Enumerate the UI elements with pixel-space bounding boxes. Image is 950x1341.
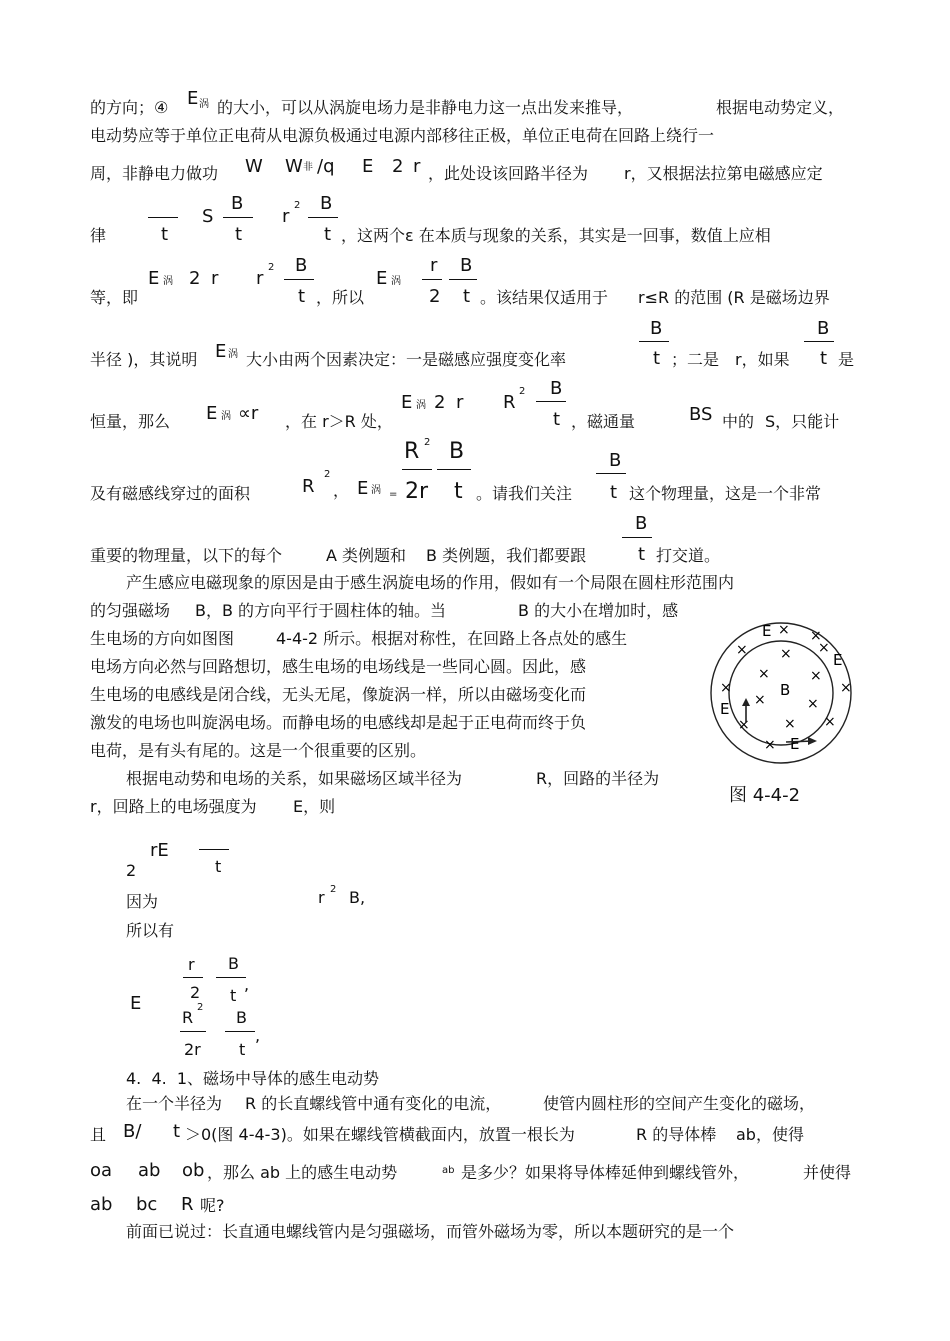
- text-run: BS: [689, 404, 713, 425]
- text-run: B: [320, 193, 333, 214]
- text-run: 2: [424, 437, 431, 448]
- text-run: B: [228, 954, 239, 973]
- cross-icon: ×: [738, 717, 750, 733]
- text-run: 2: [392, 156, 404, 177]
- text-run: 2: [434, 392, 446, 413]
- text-run: r: [188, 955, 195, 974]
- fraction-bar: [639, 341, 669, 342]
- text-run: t: [638, 544, 646, 565]
- cross-icon: ×: [807, 696, 819, 712]
- text-run: t: [173, 1121, 181, 1142]
- text-run: R 的导体棒: [636, 1125, 717, 1144]
- text-run: 激发的电场也叫旋涡电场。而静电场的电感线却是起于正电荷而终于负: [90, 713, 587, 732]
- cross-icon: ×: [818, 640, 830, 656]
- text-run: 重要的物理量，以下的每个: [90, 546, 283, 565]
- text-run: 大小由两个因素决定：一是磁感应强度变化率: [246, 350, 567, 369]
- text-run: 等，即: [90, 288, 139, 307]
- arrow-head-icon: [742, 698, 750, 706]
- text-run: r: [211, 268, 219, 289]
- text-run: 4. 4. 1、磁场中导体的感生电动势: [126, 1069, 380, 1088]
- text-run: 2r: [184, 1040, 201, 1059]
- fraction-bar: [422, 279, 442, 280]
- e-field-label: E: [762, 622, 772, 640]
- text-run: 涡: [391, 276, 401, 287]
- figure-4-4-2: [706, 618, 856, 782]
- text-run: E: [401, 392, 413, 413]
- fraction-bar: [183, 977, 203, 978]
- text-run: 前面已说过：长直通电螺线管内是匀强磁场，而管外磁场为零，所以本题研究的是一个: [126, 1222, 735, 1241]
- text-run: 电荷，是有头有尾的。这是一个很重要的区别。: [90, 741, 427, 760]
- text-run: 生电场的方向如图图: [90, 629, 235, 648]
- text-run: E，则: [293, 797, 336, 816]
- text-run: r: [318, 888, 325, 907]
- arrow-head-icon: [808, 737, 817, 745]
- text-run: r: [256, 268, 264, 289]
- text-run: W: [245, 156, 263, 177]
- text-run: A 类例题和: [326, 546, 407, 565]
- text-run: 2r: [405, 479, 429, 504]
- fraction-bar: [596, 473, 626, 474]
- text-run: 。请我们关注: [476, 484, 573, 503]
- text-run: 的大小，可以从涡旋电场力是非静电力这一点出发来推导，: [217, 98, 634, 117]
- text-run: 中的: [722, 412, 755, 431]
- text-run: 2: [294, 200, 301, 211]
- cross-icon: ×: [824, 714, 836, 730]
- b-field-label: B: [780, 681, 791, 699]
- text-run: 的匀强磁场: [90, 601, 171, 620]
- text-run: ab: [138, 1160, 161, 1181]
- text-run: ,: [255, 1026, 261, 1045]
- text-run: r: [456, 392, 464, 413]
- text-run: ，此处设该回路半径为: [428, 164, 589, 183]
- text-run: t: [463, 286, 471, 307]
- cross-icon: ×: [778, 622, 790, 638]
- text-run: R: [503, 392, 516, 413]
- fraction-bar: [223, 217, 253, 218]
- text-run: B: [817, 318, 830, 339]
- text-run: R，回路的半径为: [536, 769, 660, 788]
- cross-icon: ×: [764, 737, 776, 753]
- cross-icon: ×: [780, 646, 792, 662]
- text-run: 涡: [221, 411, 231, 422]
- text-run: 2: [268, 262, 275, 273]
- text-run: rE: [150, 840, 169, 861]
- text-run: R 的长直螺线管中通有变化的电流，: [245, 1094, 502, 1113]
- text-run: /q: [317, 156, 335, 177]
- text-run: 。该结果仅适用于: [480, 288, 609, 307]
- text-run: 的方向；④: [90, 98, 169, 117]
- text-run: ＞0(图 4-4-3)。如果在螺线管横截面内，放置一根长为: [185, 1125, 575, 1144]
- text-run: r: [430, 255, 438, 276]
- e-field-label: E: [833, 651, 843, 669]
- e-field-label: E: [720, 700, 730, 718]
- text-run: r: [282, 206, 290, 227]
- text-run: 产生感应电磁现象的原因是由于感生涡旋电场的作用，假如有一个局限在圆柱形范围内: [126, 573, 735, 592]
- text-run: 涡: [199, 99, 209, 110]
- text-run: ，磁通量: [571, 412, 636, 431]
- text-run: 这个物理量，这是一个非常: [629, 484, 822, 503]
- text-run: 律: [90, 226, 107, 245]
- fraction-bar: [180, 1031, 206, 1032]
- text-run: W: [285, 156, 303, 177]
- text-run: 涡: [371, 485, 381, 496]
- text-run: 使管内圆柱形的空间产生变化的磁场，: [543, 1094, 816, 1113]
- fraction-bar: [622, 537, 652, 538]
- fraction-bar: [449, 279, 477, 280]
- text-run: ，这两个ε 在本质与现象的关系，其实是一回事，数值上应相: [341, 226, 771, 245]
- text-run: 打交道。: [656, 546, 721, 565]
- text-run: ,: [244, 975, 250, 994]
- text-run: R: [182, 1008, 194, 1027]
- text-run: B，B 的方向平行于圆柱体的轴。当: [195, 601, 447, 620]
- text-run: B: [650, 318, 663, 339]
- text-run: t: [161, 224, 169, 245]
- text-run: 2: [519, 386, 526, 397]
- text-run: 涡: [228, 349, 238, 360]
- text-run: B/: [123, 1121, 142, 1142]
- text-run: E: [357, 478, 369, 499]
- text-run: R: [302, 476, 315, 497]
- text-run: r: [413, 156, 421, 177]
- text-run: 且: [90, 1125, 107, 1144]
- text-run: r，回路上的电场强度为: [90, 797, 257, 816]
- text-run: 在一个半径为: [126, 1094, 223, 1113]
- text-run: 2: [190, 983, 201, 1002]
- text-run: E: [148, 268, 160, 289]
- fraction-bar: [284, 279, 314, 280]
- text-run: 并使得: [803, 1163, 852, 1182]
- fraction-bar: [308, 217, 338, 218]
- text-run: t: [239, 1040, 246, 1059]
- text-run: t: [553, 409, 561, 430]
- text-run: B: [609, 450, 622, 471]
- text-run: ，在 r＞R 处，: [285, 412, 393, 431]
- text-run: 半径 )，其说明: [90, 350, 198, 369]
- text-run: E: [362, 156, 374, 177]
- text-run: 生电场的电感线是闭合线，无头无尾，像旋涡一样，所以由磁场变化而: [90, 685, 587, 704]
- text-run: B: [295, 255, 308, 276]
- text-run: t: [610, 482, 618, 503]
- text-run: 2: [324, 469, 331, 480]
- text-run: S，只能计: [765, 412, 840, 431]
- text-run: 呢?: [200, 1196, 225, 1215]
- text-run: B: [236, 1008, 247, 1027]
- fraction-bar: [225, 1031, 255, 1032]
- text-run: B: [449, 439, 465, 464]
- text-run: ∝r: [238, 403, 259, 424]
- text-run: E: [187, 88, 199, 109]
- text-run: B: [550, 378, 563, 399]
- text-run: r，如果: [735, 350, 790, 369]
- cross-icon: ×: [754, 692, 766, 708]
- text-run: ab: [442, 1165, 455, 1176]
- text-run: 涡: [416, 400, 426, 411]
- text-run: 图 4-4-2: [729, 785, 801, 806]
- text-run: t: [235, 224, 243, 245]
- text-run: B: [231, 193, 244, 214]
- e-field-label: E: [790, 735, 800, 753]
- text-run: 电动势应等于单位正电荷从电源负极通过电源内部移往正极，单位正电荷在回路上绕行一: [90, 126, 715, 145]
- text-run: 因为: [126, 892, 159, 911]
- fraction-bar: [402, 469, 432, 470]
- fraction-bar: [216, 977, 246, 978]
- text-run: E: [215, 341, 227, 362]
- text-run: 涡: [163, 276, 173, 287]
- text-run: t: [215, 857, 222, 876]
- text-run: B,: [349, 888, 366, 907]
- text-run: bc: [136, 1194, 158, 1215]
- text-run: 周，非静电力做功: [90, 164, 219, 183]
- text-run: 4-4-2 所示。根据对称性，在回路上各点处的感生: [276, 629, 628, 648]
- text-run: ob: [182, 1160, 205, 1181]
- text-run: t: [820, 348, 828, 369]
- text-run: 2: [189, 268, 201, 289]
- text-run: =: [389, 489, 398, 500]
- text-run: E: [376, 268, 388, 289]
- text-run: 所以有: [126, 921, 175, 940]
- text-run: 2: [330, 884, 337, 895]
- fraction-bar: [199, 849, 229, 850]
- text-run: ab，使得: [736, 1125, 804, 1144]
- text-run: R: [404, 439, 420, 464]
- text-run: R: [181, 1194, 194, 1215]
- fraction-bar: [804, 341, 834, 342]
- cross-icon: ×: [758, 666, 770, 682]
- cross-icon: ×: [840, 680, 852, 696]
- text-run: B: [635, 513, 648, 534]
- fraction-bar: [148, 217, 178, 218]
- text-run: t: [454, 479, 463, 504]
- text-run: B 的大小在增加时，感: [518, 601, 679, 620]
- text-run: 恒量，那么: [90, 412, 171, 431]
- text-run: B: [460, 255, 473, 276]
- text-run: 电场方向必然与回路想切，感生电场的电场线是一些同心圆。因此，感: [90, 657, 587, 676]
- text-run: 是: [838, 350, 855, 369]
- text-run: r≤R 的范围 (R 是磁场边界: [638, 288, 830, 307]
- text-run: 根据电动势定义，: [716, 98, 845, 117]
- cross-icon: ×: [784, 716, 796, 732]
- text-run: 及有磁感线穿过的面积: [90, 484, 251, 503]
- text-run: t: [324, 224, 332, 245]
- text-run: 2: [429, 286, 441, 307]
- text-run: 2: [126, 861, 137, 880]
- text-run: ，那么 ab 上的感生电动势: [207, 1163, 398, 1182]
- fraction-bar: [437, 469, 471, 470]
- text-run: 2: [197, 1002, 204, 1013]
- cross-icon: ×: [810, 628, 822, 644]
- text-run: E: [130, 993, 142, 1014]
- vortex-field-diagram: [706, 618, 856, 778]
- text-run: ，所以: [316, 288, 365, 307]
- text-run: 非: [303, 162, 313, 173]
- cross-icon: ×: [736, 642, 748, 658]
- text-run: oa: [90, 1160, 113, 1181]
- cross-icon: ×: [810, 668, 822, 684]
- text-run: ab: [90, 1194, 113, 1215]
- text-run: t: [230, 986, 237, 1005]
- text-run: 是多少？如果将导体棒延伸到螺线管外，: [461, 1163, 750, 1182]
- fraction-bar: [536, 401, 566, 402]
- text-run: ；二是: [671, 350, 720, 369]
- cross-icon: ×: [720, 680, 732, 696]
- text-run: t: [298, 286, 306, 307]
- text-run: 根据电动势和电场的关系，如果磁场区域半径为: [126, 769, 463, 788]
- text-run: S: [202, 206, 214, 227]
- text-run: t: [653, 348, 661, 369]
- text-run: E: [206, 403, 218, 424]
- text-run: B 类例题，我们都要跟: [426, 546, 587, 565]
- text-run: ，: [333, 481, 350, 500]
- text-run: r，又根据法拉第电磁感应定: [624, 164, 823, 183]
